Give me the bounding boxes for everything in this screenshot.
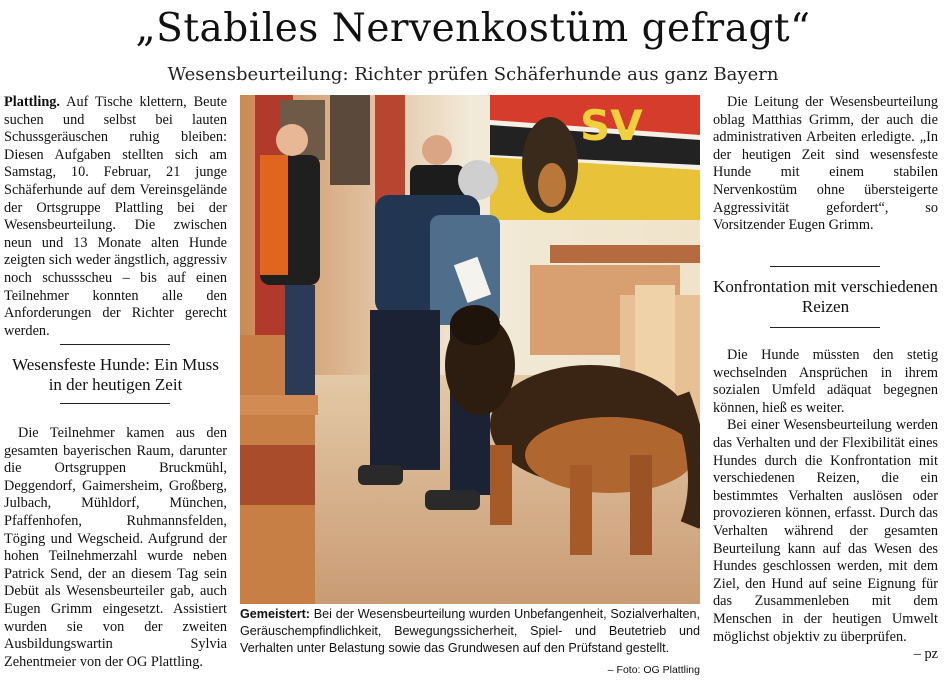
intro-text: Auf Tische klettern, Beute suchen und selbst bei lauten Schussgeräuschen ruhig bleiben: Diesen Aufgaben stellten sich am Samstag, 10. Februar, 21 junge Schäferhunde auf dem Vereinsgelände der Ortsgruppe Plattling bei der Wesensbeurteilung. Die zwischen neun und 13 Monate alten Hunde zeigten sich weder ängstlich, aggressiv noch schussscheu – bis auf einen Teilnehmer konnten alle den Anforderungen der Richter gerecht werden.: [4, 94, 227, 339]
column-1-continued: [4, 425, 227, 671]
dateline: Plattling.: [4, 94, 60, 110]
banner-sv-text: SV: [580, 101, 643, 150]
subtitle-wesensfeste: Wesensfeste Hunde: Ein Muss in der heutigen Zeit: [12, 355, 219, 394]
assessment-paragraph: [713, 417, 938, 663]
divider: [60, 344, 170, 345]
author-signoff: – pz: [913, 646, 938, 663]
divider: [60, 403, 170, 404]
caption-lead: Gemeistert:: [240, 607, 310, 621]
demands-paragraph: Die Hunde müssten den stetig wechselnden Ansprüchen in ihrem sozialen Umfeld adäquat begegnen können, hieß es weiter.: [713, 347, 938, 416]
headline: „Stabiles Nervenkostüm gefragt“: [135, 6, 811, 51]
intro-paragraph: [4, 94, 227, 340]
leadership-paragraph: Die Leitung der Wesensbeurteilung oblag Matthias Grimm, der auch die administrativen Arbeiten erledigte. „In der heutigen Zeit sind wesensfeste Hunde mit einem stabilen Nervenkostüm ohne übersteigerte Aggressivität gefordert“, so Vorsitzender Eugen Grimm.: [713, 94, 938, 234]
photo-caption: [240, 606, 700, 657]
subtitle-konfrontation: Konfrontation mit verschiedenen Reizen: [713, 277, 938, 316]
column-1: [4, 94, 227, 340]
participants-paragraph: Die Teilnehmer kamen aus den gesamten bayerischen Raum, darunter die Ortsgruppen Bruckmühl, Deggendorf, Gaimersheim, Großberg, Julbach, Mühldorf, München, Pfaffenhofen, Ruhmannsfelden, Töging und Wegscheid. Aufgrund der hohen Teilnehmerzahl wurde neben Patrick Send, der an diesem Tag sein Debüt als Wesensbeurteiler gab, auch Eugen Grimm eingesetzt. Assistiert wurden sie von der zweiten Ausbildungswartin Sylvia Zehentmeier von der OG Plattling.: [4, 425, 227, 670]
photo-credit: – Foto: OG Plattling: [607, 664, 700, 676]
divider: [770, 266, 880, 267]
column-3-continued: [713, 347, 938, 664]
caption-text: Bei der Wesensbeurteilung wurden Unbefangenheit, Sozialverhalten, Geräuschempfindlichkeit, Bewegungssicherheit, Spiel- und Beutetrieb und Verhalten unter Belastung sowie das Grundwesen auf den Prüfstand gestellt.: [240, 607, 700, 655]
divider: [770, 327, 880, 328]
dog-test-photo: [240, 95, 700, 604]
column-3: [713, 94, 938, 235]
assessment-text: Bei einer Wesensbeurteilung werden das Verhalten und der Flexibilität eines Hundes durch die Konfrontation mit verschiedenen Reizen, die ein bestimmtes Verhalten auslösen oder provozieren können, erfasst. Durch das Verhalten während der gesamten Beurteilung kann auf das Wesen des Hundes geschlossen werden, mit dem Ziel, den Hund auf seine Eignung für das Zusammenleben mit dem Menschen in der heutigen Umwelt möglichst objektiv zu überprüfen.: [713, 417, 938, 645]
article-photo: [240, 95, 700, 604]
subheadline: Wesensbeurteilung: Richter prüfen Schäferhunde aus ganz Bayern: [167, 64, 779, 85]
